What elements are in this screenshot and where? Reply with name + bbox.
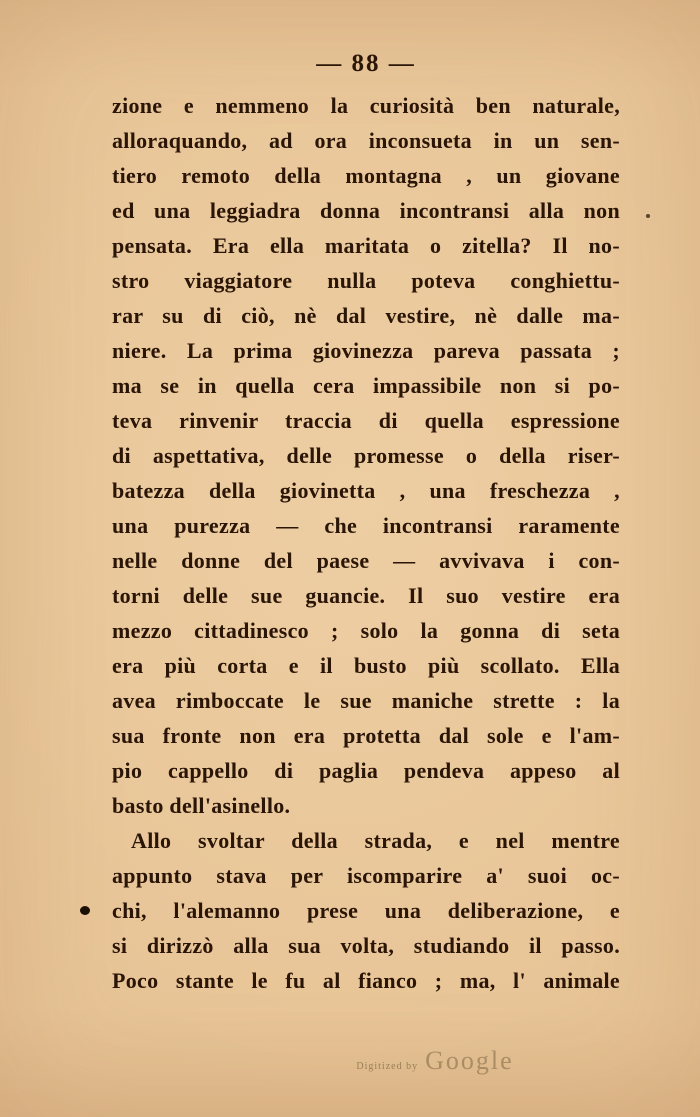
- text-line: si dirizzò alla sua volta, studiando il passo.: [112, 933, 620, 958]
- text-line: pio cappello di paglia pendeva appeso al: [112, 758, 620, 783]
- text-line: tiero remoto della montagna , un giovane: [112, 163, 620, 188]
- text-line: avea rimboccate le sue maniche strette : la: [112, 688, 620, 713]
- text-line: batezza della giovinetta , una freschezza ,: [112, 478, 620, 503]
- text-line: appunto stava per iscomparire a' suoi oc-: [112, 863, 620, 888]
- watermark-prefix-label: Digitized by: [356, 1061, 419, 1072]
- text-line: chi, l'alemanno prese una deliberazione, e: [112, 898, 620, 923]
- ink-speck: [646, 214, 650, 218]
- text-line: Poco stante le fu al fianco ; ma, l' animale: [112, 968, 620, 993]
- text-line: torni delle sue guancie. Il suo vestire era: [112, 583, 620, 608]
- text-line: alloraquando, ad ora inconsueta in un sen-: [112, 128, 620, 153]
- body-text: [112, 88, 620, 998]
- page-number: — 88 —: [316, 50, 416, 77]
- text-line: nelle donne del paese — avvivava i con-: [112, 548, 620, 573]
- google-logo: Google: [425, 1046, 514, 1075]
- text-line: stro viaggiatore nulla poteva conghiettu-: [112, 268, 620, 293]
- text-line-paragraph-start: Allo svoltar della strada, e nel mentre: [131, 828, 620, 853]
- text-line: teva rinvenir traccia di quella espressione: [112, 408, 620, 433]
- text-line: era più corta e il busto più scollato. Ella: [112, 653, 620, 678]
- text-line: una purezza — che incontransi raramente: [112, 513, 620, 538]
- text-line: zione e nemmeno la curiosità ben naturale,: [112, 93, 620, 118]
- text-line: ed una leggiadra donna incontransi alla non: [112, 198, 620, 223]
- text-line: pensata. Era ella maritata o zitella? Il no-: [112, 233, 620, 258]
- margin-ink-dot: [80, 906, 90, 915]
- digitization-watermark: [85, 1046, 700, 1076]
- text-line: rar su di ciò, nè dal vestire, nè dalle ma-: [112, 303, 620, 328]
- text-line: sua fronte non era protetta dal sole e l'am-: [112, 723, 620, 748]
- text-line-paragraph-end: basto dell'asinello.: [112, 793, 291, 818]
- text-line: di aspettativa, delle promesse o della riser-: [112, 443, 620, 468]
- text-line: ma se in quella cera impassibile non si po-: [112, 373, 620, 398]
- text-line: mezzo cittadinesco ; solo la gonna di seta: [112, 618, 620, 643]
- text-line: niere. La prima giovinezza pareva passata ;: [112, 338, 620, 363]
